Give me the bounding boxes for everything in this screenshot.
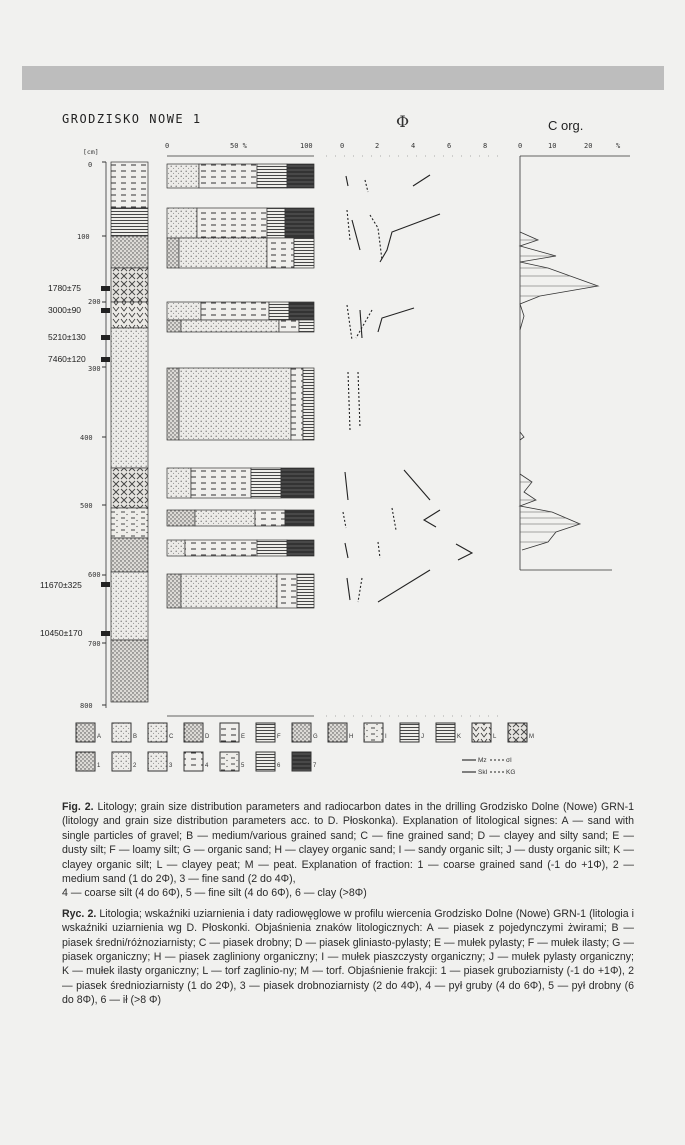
grain-tick-0: 0 — [165, 142, 170, 150]
figure-title: GRODZISKO NOWE 1 — [62, 112, 202, 126]
legend-key: F — [277, 734, 281, 740]
legend-curves — [462, 757, 515, 776]
date-marker — [101, 335, 110, 340]
depth-tick-800: 800 — [80, 702, 93, 710]
date-marker — [101, 631, 110, 636]
corg-tick: 10 — [548, 142, 557, 150]
depth-tick-500: 500 — [80, 502, 93, 510]
legend-key: B — [133, 734, 138, 740]
legend-key: 4 — [205, 763, 209, 769]
legend-key: 5 — [241, 763, 245, 769]
legend-key: M — [529, 734, 534, 740]
caption-text-pl: Litologia; wskaźniki uziarnienia i daty radiowęglowe w profilu wiercenia Grodzisko Dolne (Nowe) GRN-1 (litologia i wskaźniki uziarnienia wg D. Płoskonki. Objaśnienia znaków litologicznych: A — piasek z pojedynczymi żwirami; B — piasek średni/różnoziarnisty; C — piasek drobny; D — piasek gliniasto-pylasty; E — mułek pylasty; F — mułek ilasty; G — piasek organiczny; H — piasek zagliniony organiczny; I — mułek piaszczysty organiczny; J — mułek pylasty organiczny; K — mułek ilasty organiczny; L — torf zaglinio-ny; M — torf. Objaśnienie frakcji: 1 — piasek gruboziarnisty (-1 do +1Φ), 2 — piasek średnioziarnisty (1 do 2Φ), 3 — piasek drobnoziarnisty (2 do 4Φ), 4 — pył gruby (4 do 6Φ), 5 — pył drobny (6 do 8Φ), 6 — ił (>8 Φ) — [62, 907, 635, 1007]
phi-tick: 2 — [375, 142, 380, 150]
phi-tick: 6 — [447, 142, 452, 150]
legend-curve-label: KG — [506, 769, 516, 776]
phi-tick: 8 — [483, 142, 488, 150]
lithology-column — [111, 162, 148, 702]
legend-fraction — [76, 752, 317, 771]
legend-key: E — [241, 734, 246, 740]
legend-key: K — [457, 734, 462, 740]
legend-key: 3 — [169, 763, 173, 769]
legend-key: 7 — [313, 763, 317, 769]
depth-tick-100: 100 — [77, 233, 90, 241]
grain-tick-50: 50 % — [230, 142, 247, 150]
depth-tick-300: 300 — [88, 365, 101, 373]
date-label: 7460±120 — [48, 354, 86, 364]
legend-key: 2 — [133, 763, 137, 769]
date-marker — [101, 308, 110, 313]
legend-key: J — [421, 734, 424, 740]
legend-curve-label: SkI — [478, 769, 488, 776]
caption-english-last-line: 4 — coarse silt (4 do 6Φ), 5 — fine silt (4 do 6Φ), 6 — clay (>8Φ) — [62, 887, 367, 900]
caption-polish — [62, 907, 634, 1008]
corg-title: C org. — [548, 118, 584, 133]
grain-size-bars — [167, 164, 314, 608]
depth-tick-600: 600 — [88, 571, 101, 579]
phi-tick: 4 — [411, 142, 416, 150]
depth-unit: [cm] — [83, 148, 99, 156]
corg-tick: 20 — [584, 142, 593, 150]
corg-tick: 0 — [518, 142, 523, 150]
depth-tick-200: 200 — [88, 298, 101, 306]
legend-key: A — [97, 734, 102, 740]
phi-symbol: Φ — [396, 112, 410, 131]
date-label: 3000±90 — [48, 305, 82, 315]
date-marker — [101, 286, 110, 291]
legend-key: D — [205, 734, 210, 740]
legend-key: I — [385, 734, 387, 740]
corg-profile — [520, 232, 598, 550]
corg-chart — [518, 118, 630, 570]
date-label: 10450±170 — [40, 628, 83, 638]
depth-tick-700: 700 — [88, 640, 101, 648]
date-label: 5210±130 — [48, 332, 86, 342]
depth-tick-400: 400 — [80, 434, 93, 442]
caption-text-en: Litology; grain size distribution parameters and radiocarbon dates in the drilling Grodzisko Dolne (Nowe) GRN-1 (litology and grain size distribution parameters acc. to D. Płoskonka). Explanation of litological signes: A — sand with single particles of gravel; B — medium/various grained sand; C — fine grained sand; D — clayey and silty sand; E — dusty silt; F — loamy silt; G — organic sand; H — clayey organic sand; I — sandy organic silt; J — dusty organic silt; K — clayey organic silt; L — clayey peat; M — peat. Explanation of fraction: 1 — coarse grained sand (-1 do +1Φ), 2 — medium sand (1 do 2Φ), 3 — fine sand (2 do 4Φ), — [62, 801, 634, 886]
phi-tick: 0 — [340, 142, 345, 150]
radiocarbon-dates — [40, 283, 110, 638]
legend-curve-label: σI — [506, 757, 512, 764]
legend-key: C — [169, 734, 174, 740]
date-label: 11670±325 — [40, 580, 82, 590]
legend-curve-label: Mz — [478, 757, 487, 764]
date-marker — [101, 357, 110, 362]
date-label: 1780±75 — [48, 283, 82, 293]
figure-caption — [62, 800, 634, 1014]
date-marker — [101, 582, 110, 587]
legend-lithology — [76, 723, 534, 742]
caption-label-en: Fig. 2. — [62, 801, 94, 813]
legend-key: L — [493, 734, 497, 740]
caption-label-pl: Ryc. 2. — [62, 907, 97, 920]
legend-key: 1 — [97, 763, 101, 769]
legend-key: G — [313, 734, 318, 740]
caption-english — [62, 800, 634, 886]
legend-key: 6 — [277, 763, 281, 769]
phi-axis — [326, 112, 500, 716]
depth-tick-0: 0 — [88, 161, 93, 169]
grain-tick-100: 100 — [300, 142, 313, 150]
legend-key: H — [349, 734, 354, 740]
grain-parameter-curves — [343, 175, 472, 602]
corg-tick: % — [616, 142, 621, 150]
